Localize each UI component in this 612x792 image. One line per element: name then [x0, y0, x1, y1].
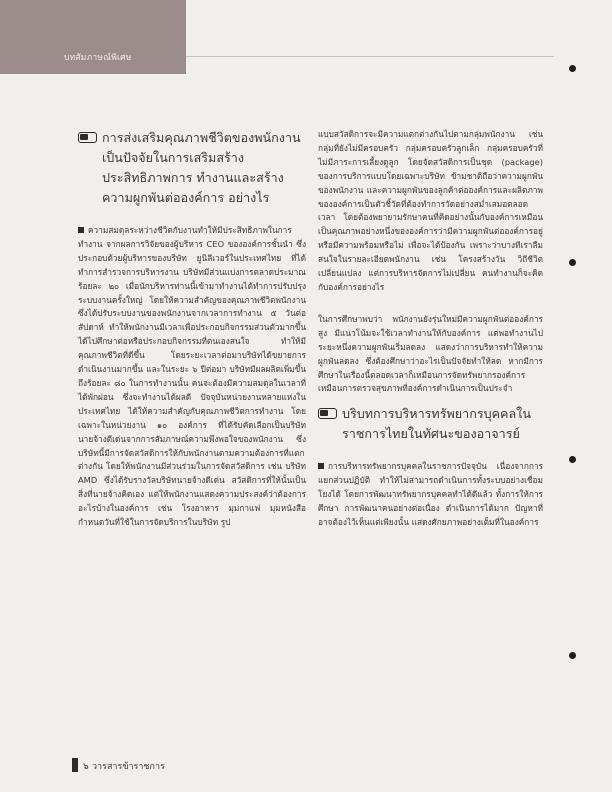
header-section-label: บทสัมภาษณ์พิเศษ: [64, 53, 132, 63]
header-divider: [186, 56, 554, 57]
section-marker-icon: [78, 132, 97, 143]
footer-publication-name: วารสารข้าราชการ: [92, 762, 165, 772]
right-column: [318, 128, 543, 530]
left-paragraph-1: ความสมดุลระหว่างชีวิตกับงานทำให้มีประสิทธิภาพในการทำงาน จากผลการวิจัยของผู้บริหาร CEO ขององค์การชั้นนำ ซึ่งประกอบด้วยผู้บริหารของบริษัท ยูนิลีเวอร์ในประเทศไทย ที่ได้ทำการสำรวจการบริหารงาน บริษัทมีส่วนแบ่งการตลาดประมาณร้อยละ ๒๐ เมื่อนักบริหารท่านนี้เข้ามาทำงานได้ทำการปรับปรุงระบบงานครั้งใหญ่ โดยให้ความสำคัญของคุณภาพชีวิตพนักงาน ซึ่งได้ปรับระบบงานของพนักงานจากเวลาการทำงาน ๕ วันต่อสัปดาห์ ทำให้พนักงานมีเวลาเพื่อประกอบกิจกรรมส่วนตัวมากขึ้น ได้ไปศึกษาต่อหรือประกอบกิจกรรมที่ตนเองสนใจ ทำให้มีคุณภาพชีวิตที่ดีขึ้น โดยระยะเวลาต่อมาบริษัทได้ขยายการดำเนินงานมากขึ้น และในระยะ ๖ ปีต่อมา บริษัทมีผลผลิตเพิ่มขึ้นถึงร้อยละ ๘๐ ในการทำงานนั้น คนจะต้องมีความสมดุลในเวลาที่ได้พักผ่อน ซึ่งจะทำงานได้ผลดี ปัจจุบันหน่วยงานหลายแห่งในประเทศไทย ได้ให้ความสำคัญกับคุณภาพชีวิตการทำงาน โดยเฉพาะในหน่วยงาน ๑๐ องค์การ ที่ได้รับคัดเลือกเป็นบริษัทนายจ้างดีเด่นจากการสัมภาษณ์ความพึงพอใจของพนักงาน ซึ่งบริษัทนี้มีการจัดสวัสดิการให้กับพนักงานตามความต้องการที่แตกต่างกัน โดยให้พนักงานมีส่วนร่วมในการจัดสวัสดิการ เช่น บริษัท AMD ซึ่งได้รับรางวัลบริษัทนายจ้างดีเด่น สวัสดิการที่ให้นั้นเป็นสิ่งที่นายจ้างคิดเอง แต่ให้พนักงานแสดงความประสงค์ว่าต้องการอะไรบ้างในองค์การ เช่น โรงอาหาร มุมกาแฟ มุมหนังสือ กำหนดวันที่ใช้ในการจัดบริการในบริษัท รูป: [78, 225, 306, 528]
right-paragraph-3: การบริหารทรัพยากรบุคคลในราชการปัจจุบัน เนื่องจากการแยกส่วนปฏิบัติ ทำให้ไม่สามารถดำเนินการทั้งระบบอย่างเชื่อมโยงได้ โดยการพัฒนาทรัพยากรบุคคลทำได้ดีแล้ว ทั้งการให้การศึกษา การพัฒนาคนอย่างต่อเนื่อง ดำเนินการได้มาก ปัญหาที่อาจต้องไว้เห็นแต่เพียงนั้น แสดงศักยภาพอย่างเต็มที่ในองค์การ: [318, 461, 543, 527]
right-paragraph-2: ในการศึกษาพบว่า พนักงานยังรุ่นใหม่มีความผูกพันต่อองค์การสูง มีแนวโน้มจะใช้เวลาทำงานให้กับองค์การ แต่พอทำงานไประยะหนึ่งความผูกพันเริ่มลดลง แสดงว่าการบริหารทำให้ความผูกพันลดลง ซึ่งต้องศึกษาว่าอะไรเป็นปัจจัยทำให้ลด หากมีการศึกษาในเรื่องนี้ตลอดเวลาก็เหมือนการจัดทรัพยากรองค์การ เหมือนการตรวจสุขภาพที่องค์การดำเนินการเป็นประจำ: [318, 313, 543, 394]
binder-hole-icon: [569, 652, 576, 659]
section-marker-icon: [318, 408, 337, 419]
right-paragraph-1: แบบสวัสดิการจะมีความแตกต่างกันไปตามกลุ่มพนักงาน เช่น กลุ่มที่ยังไม่มีครอบครัว กลุ่มครอบครัวลูกเล็ก กลุ่มครอบครัวที่ไม่มีภาระการเลี้ยงดูลูก โดยจัดสวัสดิการเป็นชุด (package) ของการบริการแบบโดยเฉพาะบริษัท ข้ามชาติถือว่าความผูกพันของพนักงาน และความผูกพันของลูกค้าต่อองค์การและผลิตภาพขององค์การเป็นตัวชี้วัดที่ต้องทำการวัดอย่างสม่ำเสมอตลอดเวลา โดยต้องพยายามรักษาคนที่คิดอย่างนั้นกับองค์การเหมือนเป็นคุณภาพอย่างหนึ่งขององค์การว่ามีความผูกพันต่อองค์การอยู่ หรือมีความพร้อมหรือไม่ เพื่อจะได้ป้องกัน เพราะว่าบางทีเราลืมสนใจในรายละเอียดพนักงาน เช่น โครงสร้างวัน วิถีชีวิต เปลี่ยนแปลง แต่การบริหารจัดการไม่เปลี่ยน คนทำงานก็จะคิดกับองค์การอย่างไร: [318, 129, 543, 292]
page-number: ๖: [83, 762, 89, 772]
bullet-square-icon: [318, 463, 324, 469]
left-section-heading: [78, 128, 306, 208]
bullet-square-icon: [78, 227, 84, 233]
right-section-heading: [318, 404, 543, 444]
binder-hole-icon: [569, 259, 576, 266]
footer-marker: [72, 758, 78, 772]
left-column: [78, 128, 306, 530]
left-section-title: การส่งเสริมคุณภาพชีวิตของพนักงาน เป็นปัจจัยในการเสริมสร้างประสิทธิภาพการ ทำงานและสร้างความผูกพันต่อองค์การ อย่างไร: [102, 130, 301, 205]
binder-hole-icon: [569, 65, 576, 72]
right-section-title: บริบทการบริหารทรัพยากรบุคคลใน ราชการไทยในทัศนะของอาจารย์: [342, 406, 531, 442]
binder-hole-icon: [569, 456, 576, 463]
